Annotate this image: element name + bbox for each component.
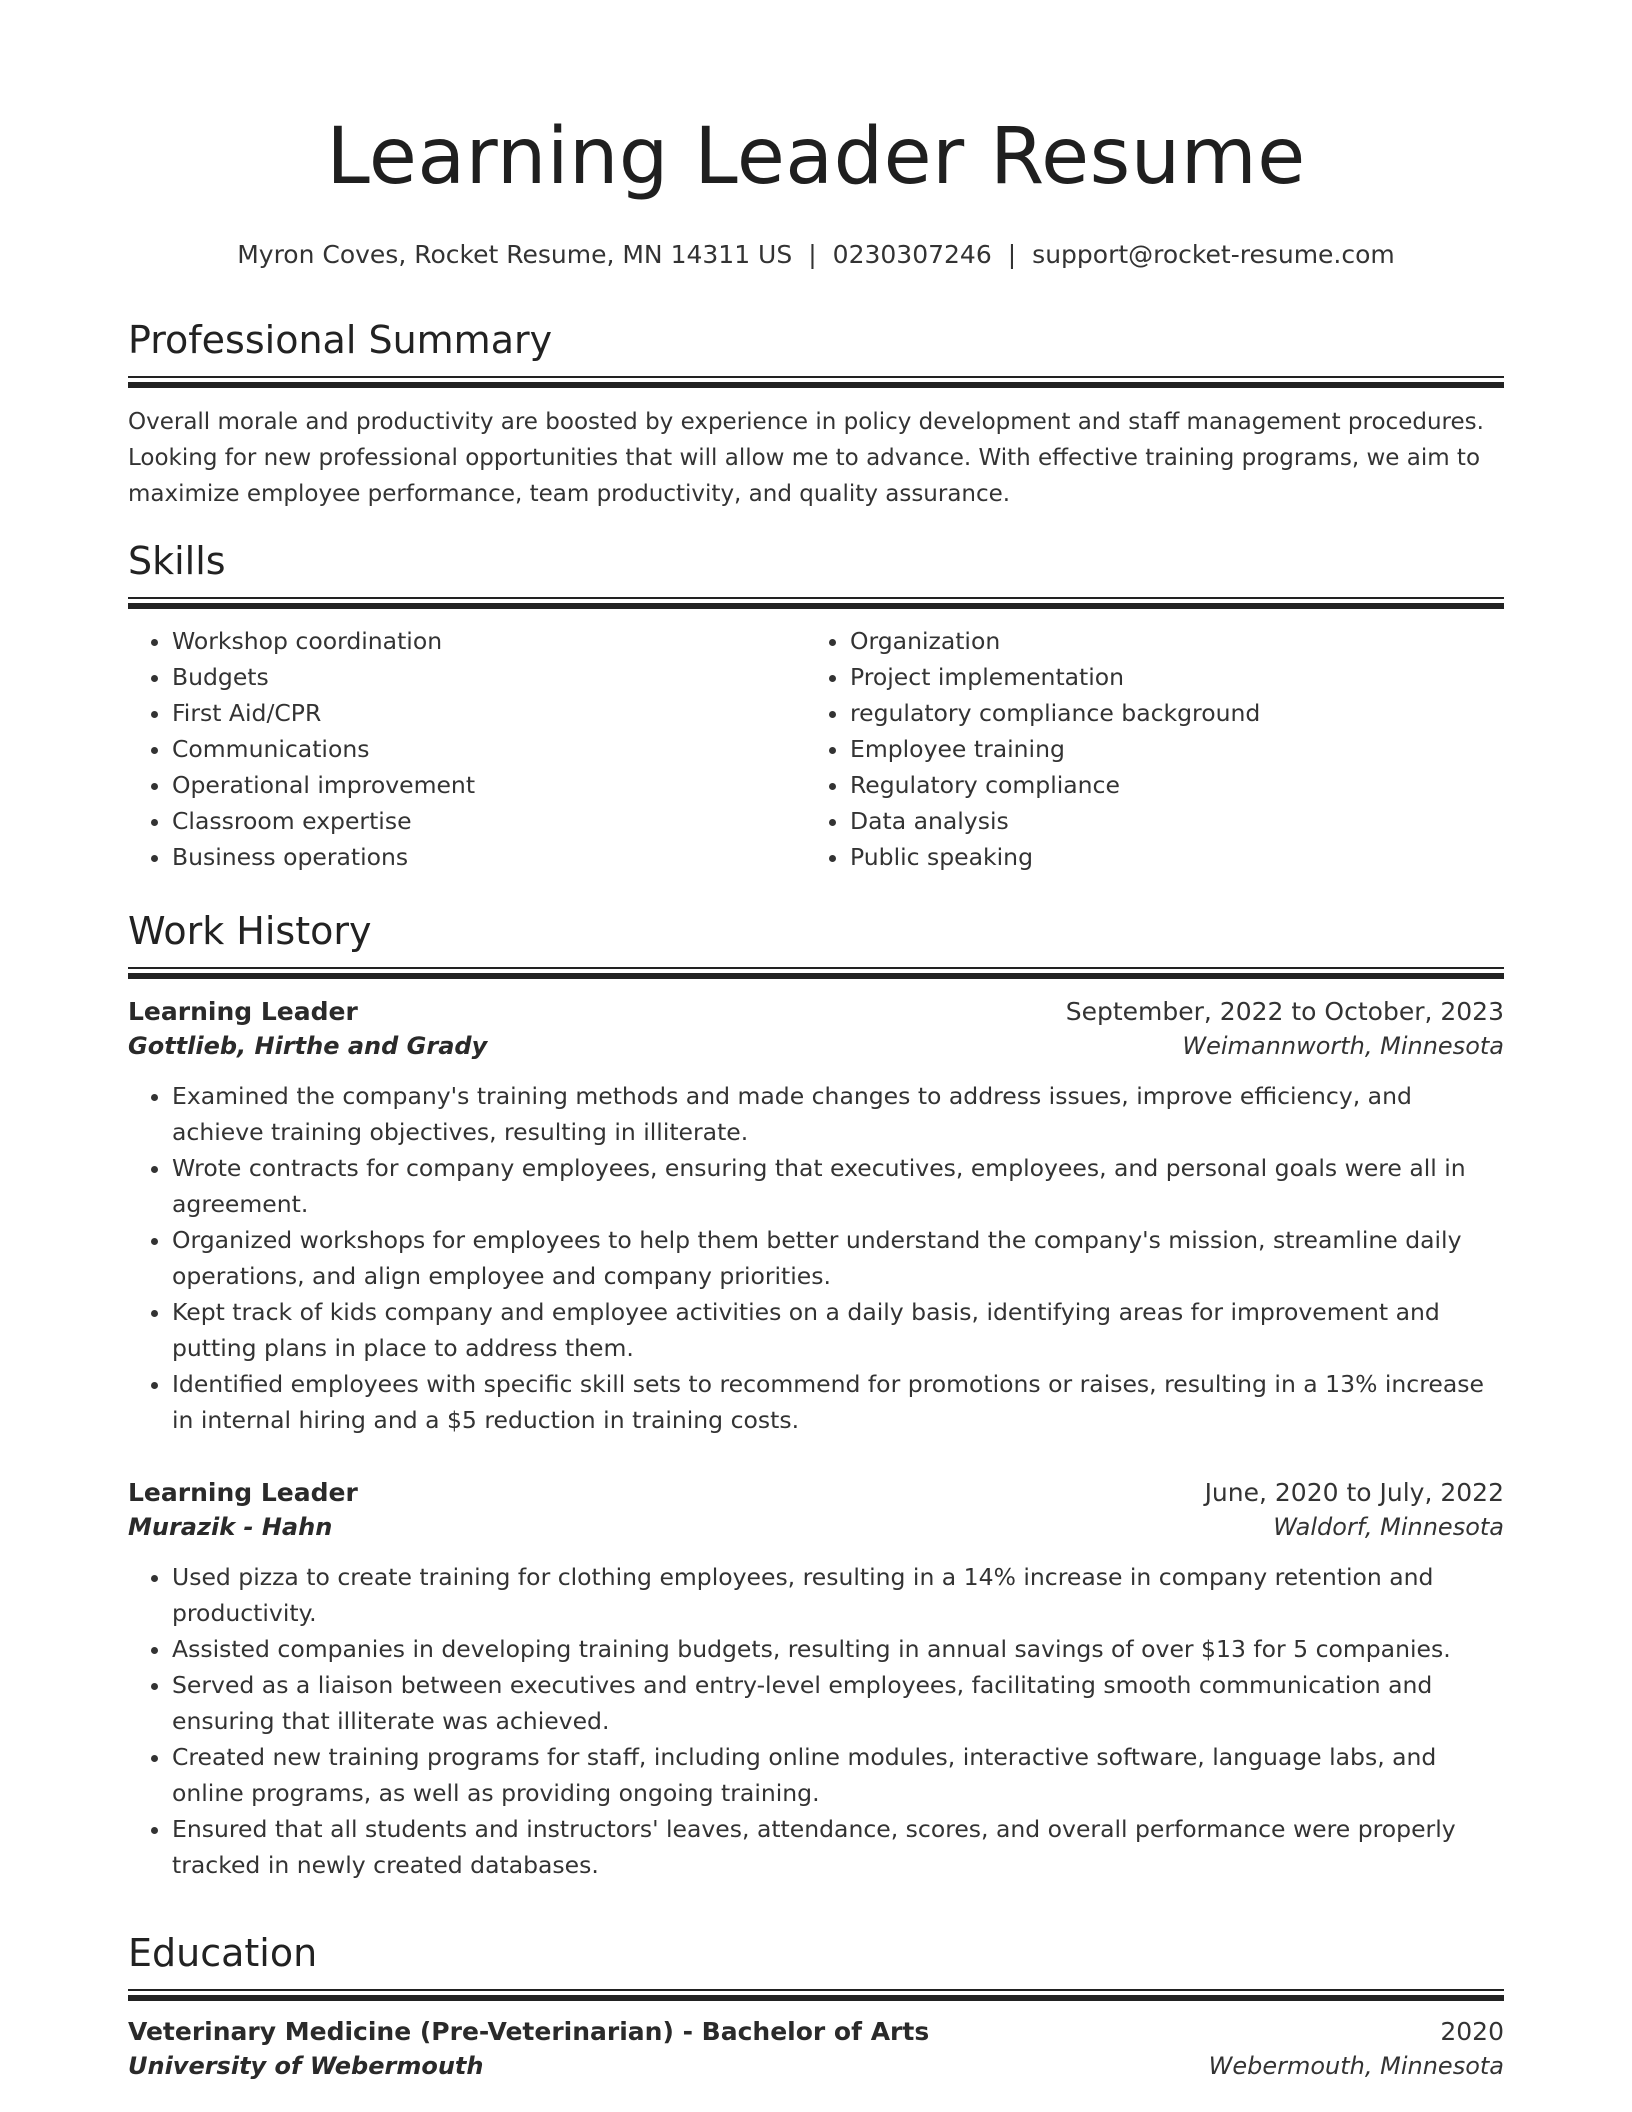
skill-item: • Business operations bbox=[172, 839, 806, 875]
job-bullet: • Examined the company's training methods and made changes to address issues, improve efficiency, and achieve training objectives, resulting in illiterate. bbox=[172, 1078, 1504, 1150]
skill-item: • Communications bbox=[172, 731, 806, 767]
job-bullet: • Served as a liaison between executives and entry-level employees, facilitating smooth communication and ensuring that illiterate was achieved. bbox=[172, 1667, 1504, 1739]
skills-left-list bbox=[128, 623, 806, 875]
skill-item: • Regulatory compliance bbox=[850, 767, 1484, 803]
job-entry bbox=[128, 997, 1504, 1438]
skill-item: • Classroom expertise bbox=[172, 803, 806, 839]
skill-item: • First Aid/CPR bbox=[172, 695, 806, 731]
skill-item: • Employee training bbox=[850, 731, 1484, 767]
job-bullet: • Ensured that all students and instructors' leaves, attendance, scores, and overall performance were properly tracked in newly created databases. bbox=[172, 1811, 1504, 1883]
job-location: Weimannworth, Minnesota bbox=[1182, 1031, 1504, 1060]
work-history-section bbox=[128, 909, 1504, 1883]
education-location: Webermouth, Minnesota bbox=[1208, 2051, 1504, 2080]
job-bullet: • Used pizza to create training for clothing employees, resulting in a 14% increase in company retention and productivity. bbox=[172, 1559, 1504, 1631]
job-bullet: • Kept track of kids company and employee activities on a daily basis, identifying areas for improvement and putting plans in place to address them. bbox=[172, 1294, 1504, 1366]
skill-item: • regulatory compliance background bbox=[850, 695, 1484, 731]
contact-email: support@rocket-resume.com bbox=[1032, 240, 1395, 269]
contact-separator: | bbox=[1007, 240, 1017, 269]
job-bullets bbox=[128, 1559, 1504, 1883]
job-title: Learning Leader bbox=[128, 996, 358, 1026]
contact-address: Myron Coves, Rocket Resume, MN 14311 US bbox=[237, 240, 793, 269]
job-title: Learning Leader bbox=[128, 1477, 358, 1507]
section-divider bbox=[128, 967, 1504, 979]
job-bullet: • Created new training programs for staff, including online modules, interactive software, language labs, and online programs, as well as providing ongoing training. bbox=[172, 1739, 1504, 1811]
section-divider bbox=[128, 597, 1504, 609]
contact-separator: | bbox=[808, 240, 817, 269]
skill-item: • Public speaking bbox=[850, 839, 1484, 875]
job-bullet: • Identified employees with specific skill sets to recommend for promotions or raises, resulting in a 13% increase in internal hiring and a $5 reduction in training costs. bbox=[172, 1366, 1504, 1438]
education-heading: Education bbox=[128, 1931, 318, 1975]
skills-right-list bbox=[806, 623, 1484, 875]
skill-item: • Project implementation bbox=[850, 659, 1484, 695]
job-bullets bbox=[128, 1078, 1504, 1438]
job-bullet: • Wrote contracts for company employees, ensuring that executives, employees, and personal goals were all in agreement. bbox=[172, 1150, 1504, 1222]
summary-text: Overall morale and productivity are boosted by experience in policy development and staff management procedures. Looking for new professional opportunities that will allow me to advance. With effective training programs, we aim to maximize employee performance, team productivity, and quality assurance. bbox=[128, 408, 1484, 507]
education-section bbox=[128, 1931, 1504, 2080]
job-company: Gottlieb, Hirthe and Grady bbox=[128, 1031, 488, 1060]
education-school: University of Webermouth bbox=[128, 2051, 484, 2080]
summary-section bbox=[128, 318, 1504, 512]
job-location: Waldorf, Minnesota bbox=[1273, 1512, 1504, 1541]
job-dates: September, 2022 to October, 2023 bbox=[1065, 996, 1504, 1026]
skill-item: • Budgets bbox=[172, 659, 806, 695]
resume-title: Learning Leader Resume bbox=[326, 112, 1306, 202]
contact-line bbox=[128, 240, 1504, 269]
work-history-heading: Work History bbox=[128, 909, 372, 953]
education-year: 2020 bbox=[1440, 2016, 1504, 2046]
section-divider bbox=[128, 376, 1504, 388]
job-bullet: • Assisted companies in developing training budgets, resulting in annual savings of over $13 for 5 companies. bbox=[172, 1631, 1504, 1667]
section-divider bbox=[128, 1989, 1504, 2001]
education-degree: Veterinary Medicine (Pre-Veterinarian) - Bachelor of Arts bbox=[128, 2016, 930, 2046]
summary-heading: Professional Summary bbox=[128, 318, 553, 362]
skills-heading: Skills bbox=[128, 539, 226, 583]
job-dates: June, 2020 to July, 2022 bbox=[1204, 1477, 1504, 1507]
skills-section bbox=[128, 539, 1504, 875]
education-entry bbox=[128, 2017, 1504, 2080]
skill-item: • Organization bbox=[850, 623, 1484, 659]
contact-phone: 0230307246 bbox=[832, 240, 992, 269]
job-bullet: • Organized workshops for employees to help them better understand the company's mission, streamline daily operations, and align employee and company priorities. bbox=[172, 1222, 1504, 1294]
skill-item: • Operational improvement bbox=[172, 767, 806, 803]
skill-item: • Workshop coordination bbox=[172, 623, 806, 659]
skills-columns bbox=[128, 623, 1504, 875]
job-entry bbox=[128, 1478, 1504, 1883]
skill-item: • Data analysis bbox=[850, 803, 1484, 839]
job-company: Murazik - Hahn bbox=[128, 1512, 333, 1541]
